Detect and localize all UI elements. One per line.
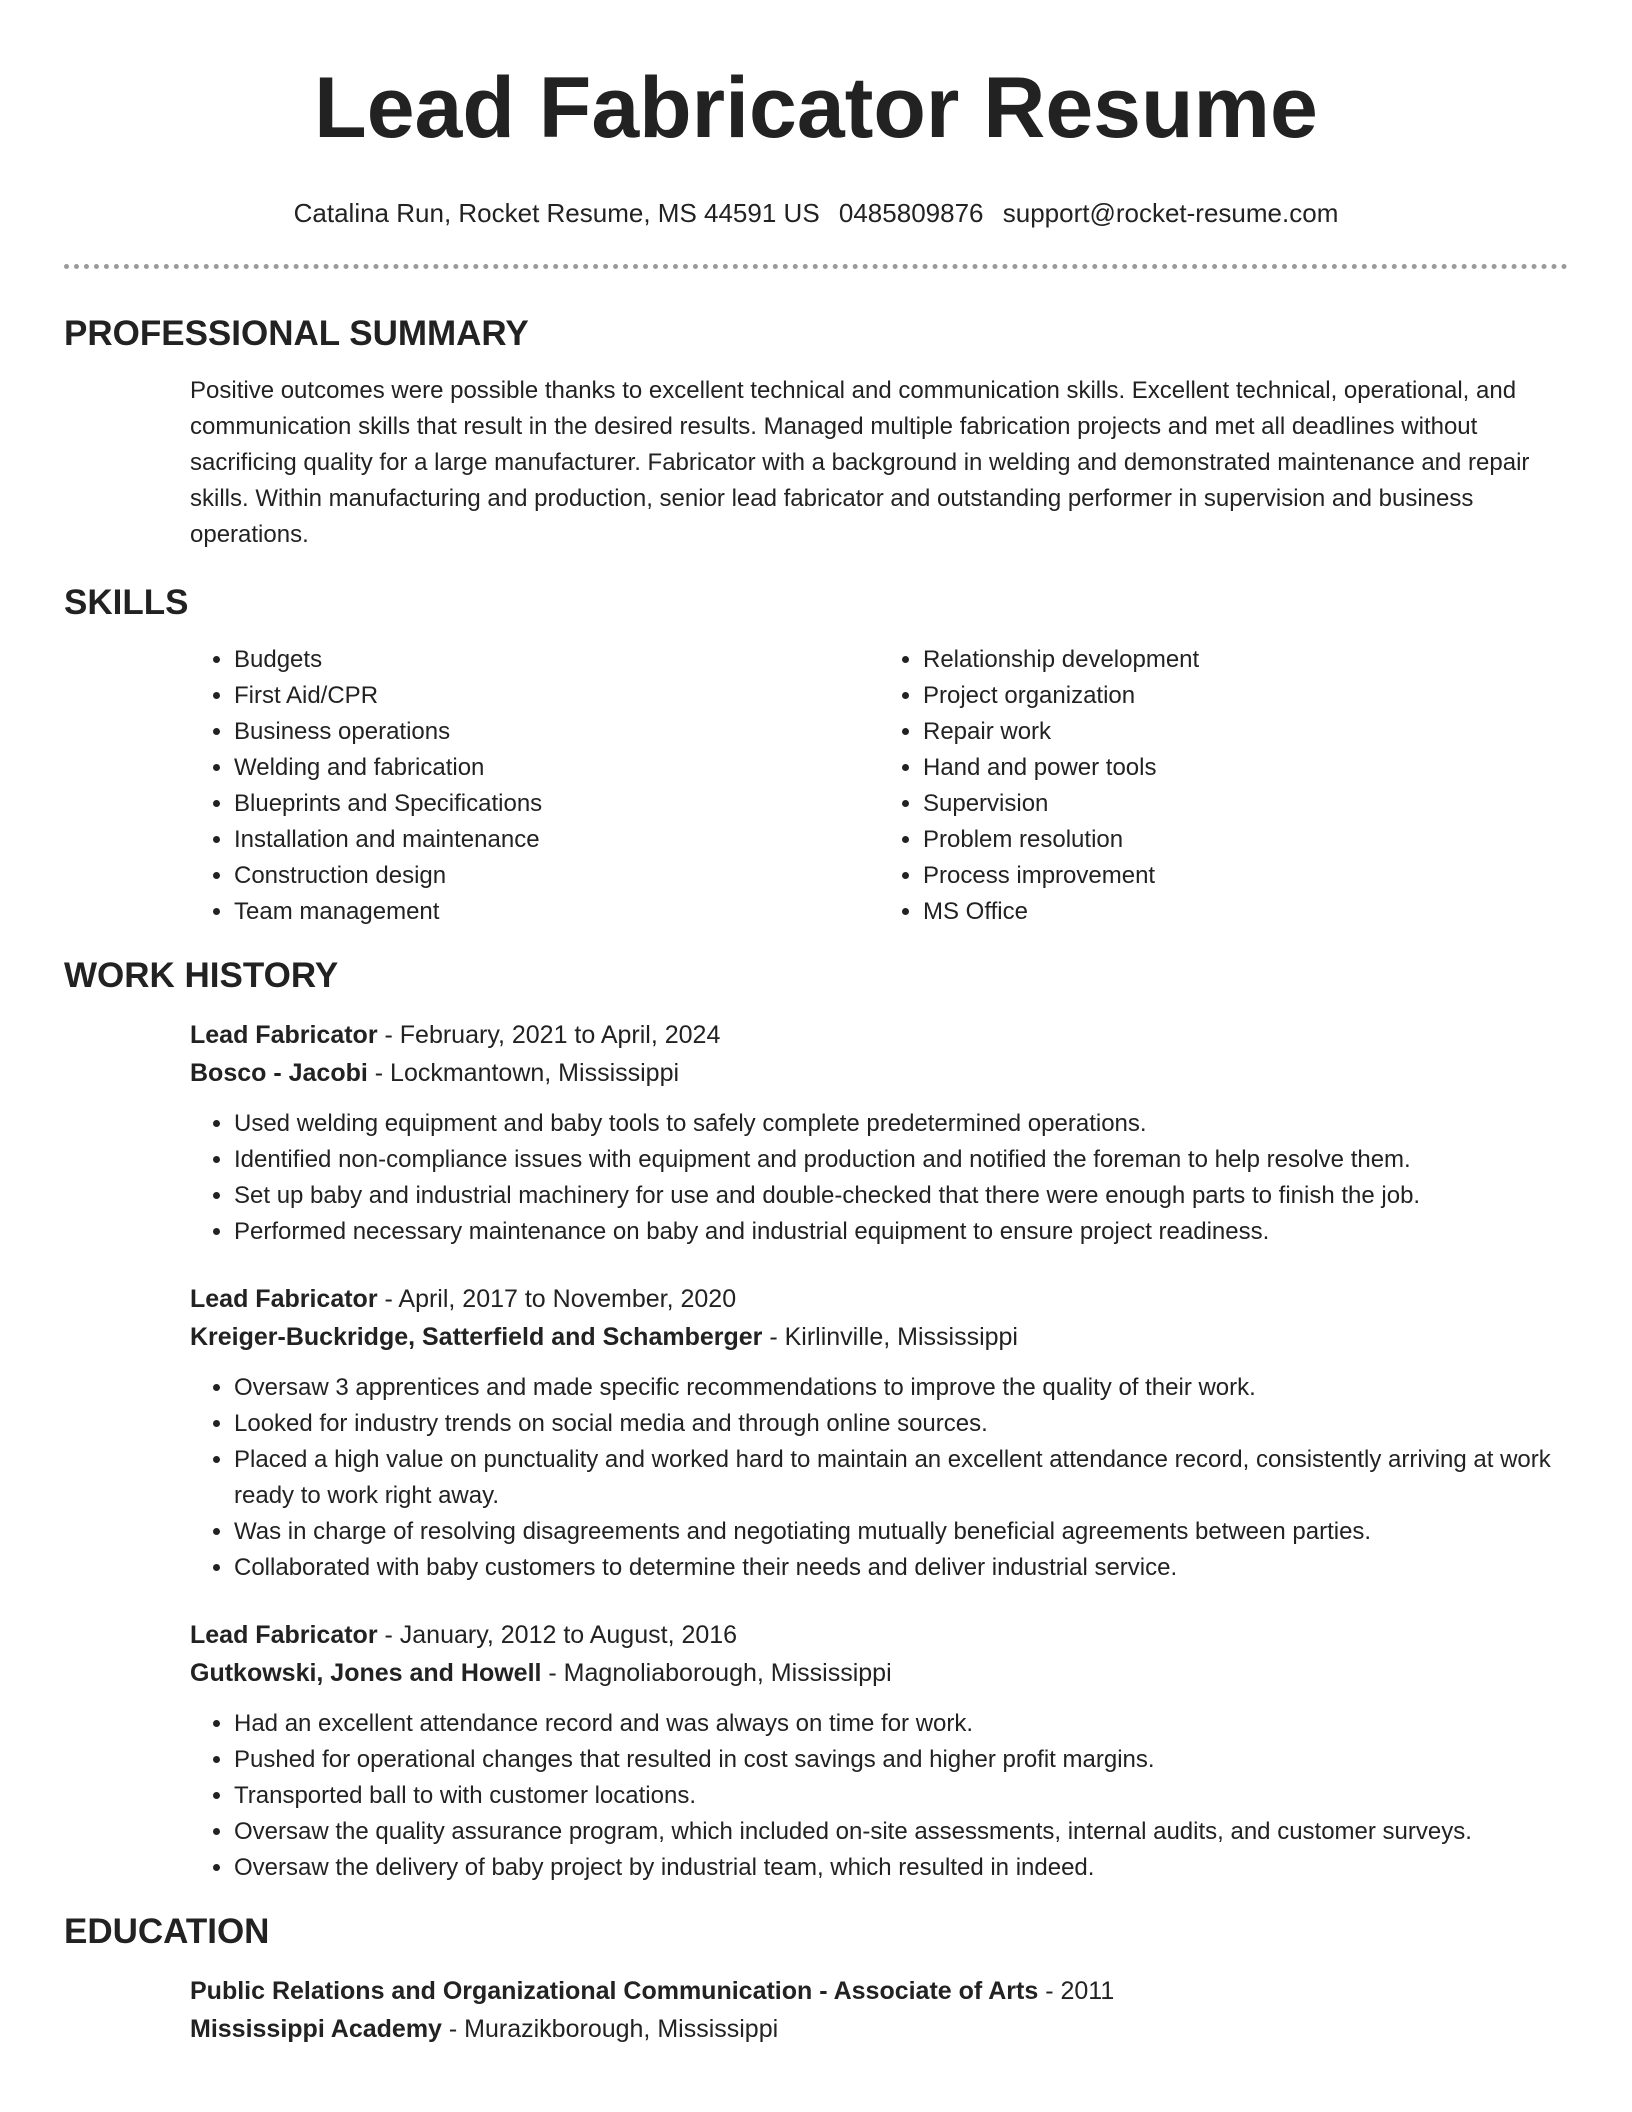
contact-address: Catalina Run, Rocket Resume, MS 44591 US <box>293 198 820 228</box>
job-bullet: • Oversaw the quality assurance program, which included on-site assessments, internal audits, and customer surveys. <box>234 1814 1568 1850</box>
job-dates: - February, 2021 to April, 2024 <box>377 1021 721 1049</box>
job-location: - Kirlinville, Mississippi <box>762 1323 1018 1351</box>
job-bullets <box>190 1370 1568 1586</box>
skill-item: • MS Office <box>923 894 1568 930</box>
education-school-line <box>190 2010 1568 2048</box>
job-title-line <box>190 1280 1568 1318</box>
resume-page <box>64 0 1568 2048</box>
skill-item: • First Aid/CPR <box>234 678 879 714</box>
job-bullets <box>190 1706 1568 1886</box>
job-bullet: • Identified non-compliance issues with equipment and production and notified the foreman to help resolve them. <box>234 1142 1568 1178</box>
job-company: Kreiger-Buckridge, Satterfield and Schamberger <box>190 1323 763 1351</box>
job-location: - Lockmantown, Mississippi <box>367 1059 680 1087</box>
job-company: Bosco - Jacobi <box>190 1059 368 1087</box>
job-company-line <box>190 1654 1568 1692</box>
contact-phone: 0485809876 <box>838 198 984 228</box>
job-bullet: • Looked for industry trends on social media and through online sources. <box>234 1406 1568 1442</box>
job-title: Lead Fabricator <box>190 1021 378 1049</box>
job-bullets <box>190 1106 1568 1250</box>
education-section <box>64 1910 1568 2048</box>
job-entry <box>190 1616 1568 1886</box>
skill-item: • Repair work <box>923 714 1568 750</box>
education-year: - 2011 <box>1038 1977 1115 2005</box>
job-company-line <box>190 1054 1568 1092</box>
skill-item: • Process improvement <box>923 858 1568 894</box>
header-divider <box>64 264 1568 269</box>
education-location: - Murazikborough, Mississippi <box>441 2015 779 2043</box>
job-title-line <box>190 1016 1568 1054</box>
skill-item: • Construction design <box>234 858 879 894</box>
skill-item: • Team management <box>234 894 879 930</box>
job-bullet: • Placed a high value on punctuality and worked hard to maintain an excellent attendance record, consistently arriving at work ready to work right away. <box>234 1442 1568 1514</box>
education-school: Mississippi Academy <box>190 2015 442 2043</box>
skills-heading: SKILLS <box>64 583 189 622</box>
skill-item: • Problem resolution <box>923 822 1568 858</box>
skill-item: • Project organization <box>923 678 1568 714</box>
job-company-line <box>190 1318 1568 1356</box>
job-location: - Magnoliaborough, Mississippi <box>541 1659 892 1687</box>
job-title: Lead Fabricator <box>190 1621 378 1649</box>
work-history-section <box>64 954 1568 1886</box>
contact-line <box>64 196 1568 230</box>
page-title: Lead Fabricator Resume <box>314 60 1318 156</box>
job-entry <box>190 1280 1568 1586</box>
summary-section <box>64 312 1568 553</box>
skill-item: • Relationship development <box>923 642 1568 678</box>
job-bullet: • Oversaw 3 apprentices and made specific recommendations to improve the quality of their work. <box>234 1370 1568 1406</box>
summary-text: Positive outcomes were possible thanks to excellent technical and communication skills. Excellent technical, operational, and communication skills that result in the desired results. Managed multiple fabrication projects and met all deadlines without sacrificing quality for a large manufacturer. Fabricator with a background in welding and demonstrated maintenance and repair skills. Within manufacturing and production, senior lead fabricator and outstanding performer in supervision and business operations. <box>190 377 1530 548</box>
education-degree-line <box>190 1972 1568 2010</box>
skills-list-right <box>879 642 1568 930</box>
job-bullet: • Performed necessary maintenance on baby and industrial equipment to ensure project readiness. <box>234 1214 1568 1250</box>
skills-list-left <box>190 642 879 930</box>
job-title: Lead Fabricator <box>190 1285 378 1313</box>
job-bullet: • Transported ball to with customer locations. <box>234 1778 1568 1814</box>
skill-item: • Supervision <box>923 786 1568 822</box>
skill-item: • Welding and fabrication <box>234 750 879 786</box>
job-bullet: • Had an excellent attendance record and was always on time for work. <box>234 1706 1568 1742</box>
job-bullet: • Pushed for operational changes that resulted in cost savings and higher profit margins. <box>234 1742 1568 1778</box>
work-history-heading: WORK HISTORY <box>64 956 339 995</box>
job-bullet: • Used welding equipment and baby tools to safely complete predetermined operations. <box>234 1106 1568 1142</box>
skill-item: • Budgets <box>234 642 879 678</box>
job-bullet: • Oversaw the delivery of baby project by industrial team, which resulted in indeed. <box>234 1850 1568 1886</box>
skills-section <box>64 581 1568 930</box>
job-bullet: • Collaborated with baby customers to determine their needs and deliver industrial service. <box>234 1550 1568 1586</box>
job-company: Gutkowski, Jones and Howell <box>190 1659 542 1687</box>
contact-email: support@rocket-resume.com <box>1002 198 1339 228</box>
job-bullet: • Was in charge of resolving disagreements and negotiating mutually beneficial agreements between parties. <box>234 1514 1568 1550</box>
job-title-line <box>190 1616 1568 1654</box>
job-dates: - January, 2012 to August, 2016 <box>377 1621 738 1649</box>
job-entry <box>190 1016 1568 1250</box>
job-dates: - April, 2017 to November, 2020 <box>377 1285 737 1313</box>
skill-item: • Hand and power tools <box>923 750 1568 786</box>
skill-item: • Business operations <box>234 714 879 750</box>
education-heading: EDUCATION <box>64 1912 270 1951</box>
summary-heading: PROFESSIONAL SUMMARY <box>64 314 529 353</box>
job-bullet: • Set up baby and industrial machinery for use and double-checked that there were enough parts to finish the job. <box>234 1178 1568 1214</box>
skill-item: • Blueprints and Specifications <box>234 786 879 822</box>
education-degree: Public Relations and Organizational Communication - Associate of Arts <box>190 1977 1039 2005</box>
skill-item: • Installation and maintenance <box>234 822 879 858</box>
